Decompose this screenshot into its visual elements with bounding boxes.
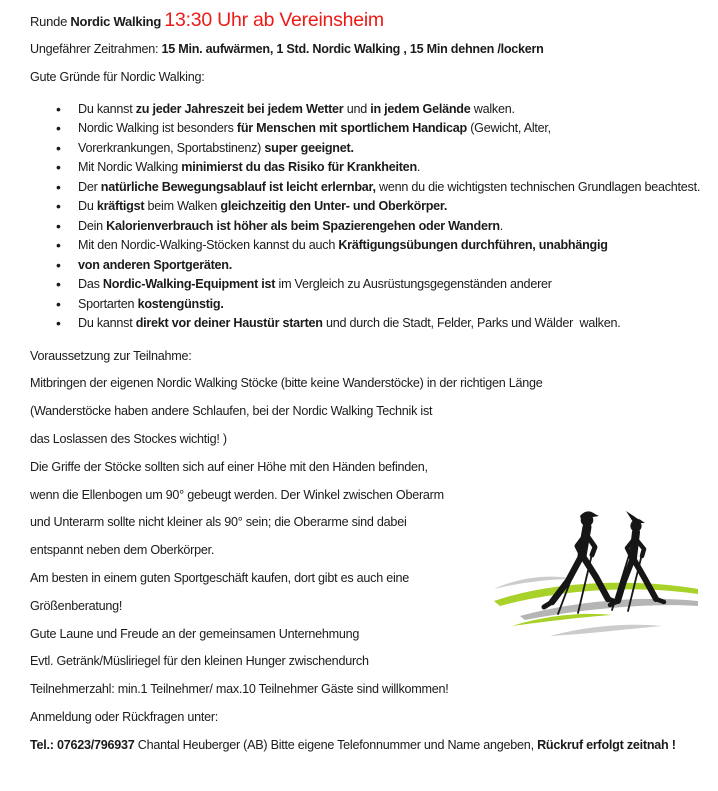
- text-segment: Dein: [78, 218, 107, 233]
- text-segment: Du kannst: [78, 101, 136, 116]
- registration-line: [30, 704, 688, 732]
- text-segment: Runde: [30, 14, 71, 29]
- prerequisite-heading: [30, 343, 688, 371]
- text-segment: für Menschen mit sportlichem Handicap: [236, 121, 467, 136]
- bullet-item: [78, 314, 688, 334]
- text-segment: Ungefährer Zeitrahmen:: [30, 42, 162, 56]
- participants-line: [30, 676, 688, 704]
- text-segment: Mit Nordic Walking: [78, 160, 182, 175]
- text-segment: Kräftigungsübungen durchführen, unabhängig: [338, 238, 608, 253]
- text-segment: Mit den Nordic-Walking-Stöcken kannst du auch: [78, 238, 339, 253]
- text-segment: wenn die Ellenbogen um 90° gebeugt werden. Der Winkel zwischen Oberarm: [30, 487, 444, 502]
- title-line: [30, 6, 688, 36]
- text-segment: (Gewicht, Alter,: [466, 121, 551, 136]
- text-segment: Tel.: 07623/796937: [30, 737, 135, 752]
- text-segment: super geeignet.: [264, 140, 354, 155]
- text-segment: Nordic-Walking-Equipment ist: [102, 277, 276, 292]
- text-segment: beim Walken: [144, 199, 221, 214]
- text-segment: entspannt neben dem Oberkörper.: [30, 543, 215, 558]
- text-segment: Evtl. Getränk/Müsliriegel für den kleinen Hunger zwischendurch: [30, 654, 369, 669]
- text-segment: Du kannst: [78, 316, 136, 331]
- bullet-item: [78, 217, 688, 237]
- swoosh-gray-tail: [550, 625, 662, 636]
- text-segment: und: [343, 101, 371, 116]
- text-segment: .: [499, 218, 504, 233]
- title-highlight-text: 13:30 Uhr ab Vereinsheim: [164, 9, 384, 31]
- text-segment: Nordic Walking: [70, 14, 165, 29]
- text-segment: wenn du die wichtigsten technischen Grundlagen beachtest.: [375, 179, 701, 194]
- text-segment: Größenberatung!: [30, 598, 123, 613]
- bullet-item: [78, 139, 688, 159]
- text-segment: in jedem Gelände: [370, 101, 471, 116]
- snack-line: [30, 648, 688, 676]
- pole-note-2: [30, 426, 688, 454]
- bullet-item: [78, 236, 688, 256]
- text-segment: Der: [78, 179, 101, 194]
- text-segment: Das: [78, 277, 103, 292]
- bullet-item: [78, 178, 701, 198]
- text-segment: Rückruf erfolgt zeitnah !: [537, 737, 676, 752]
- text-segment: Die Griffe der Stöcke sollten sich auf einer Höhe mit den Händen befinden,: [30, 459, 428, 474]
- text-segment: Gute Gründe für Nordic Walking:: [30, 69, 205, 84]
- nordic-walkers-illustration: [492, 497, 702, 647]
- text-segment: das Loslassen des Stockes wichtig! ): [30, 431, 227, 446]
- text-segment: Voraussetzung zur Teilnahme:: [30, 348, 192, 363]
- text-segment: Mitbringen der eigenen Nordic Walking Stöcke (bitte keine Wanderstöcke) in der richtigen Länge: [30, 376, 543, 391]
- text-segment: Anmeldung oder Rückfragen unter:: [30, 709, 219, 724]
- text-segment: Kalorienverbrauch ist höher als beim Spazierengehen oder Wandern: [106, 218, 500, 233]
- reasons-heading: [30, 64, 688, 92]
- text-segment: zu jeder Jahreszeit bei jedem Wetter: [135, 101, 344, 116]
- text-segment: .: [416, 160, 421, 175]
- text-segment: walken.: [470, 101, 515, 116]
- bullet-item: [78, 275, 688, 295]
- reasons-list: [30, 100, 701, 334]
- text-segment: von anderen Sportgeräten.: [78, 257, 233, 272]
- timeframe: [30, 36, 688, 64]
- text-segment: Vorerkrankungen, Sportabstinenz): [78, 140, 265, 155]
- pole-note-1: [30, 398, 688, 426]
- text-segment: Sportarten: [78, 296, 138, 311]
- bullet-item: [78, 119, 688, 139]
- text-segment: und Unterarm sollte nicht kleiner als 90° sein; die Oberarme sind dabei: [30, 515, 407, 530]
- text-segment: gleichzeitig den Unter- und Oberkörper.: [220, 199, 448, 214]
- bullet-item: [78, 197, 688, 217]
- bullet-item: [78, 295, 688, 315]
- contact-line: [30, 732, 688, 760]
- text-segment: Chantal Heuberger (AB) Bitte eigene Telefonnummer und Name angeben,: [134, 737, 538, 752]
- bring-poles: [30, 370, 688, 398]
- text-segment: Du: [78, 199, 97, 214]
- walker-man-silhouette: [544, 511, 616, 614]
- text-segment: natürliche Bewegungsablauf ist leicht erlernbar,: [100, 179, 376, 194]
- grip-advice-1: [30, 454, 688, 482]
- text-segment: Am besten in einem guten Sportgeschäft kaufen, dort gibt es auch eine: [30, 570, 410, 585]
- bullet-item: [78, 256, 688, 276]
- text-segment: direkt vor deiner Haustür starten: [135, 316, 323, 331]
- walker-woman-silhouette: [610, 511, 664, 611]
- text-segment: Teilnehmerzahl: min.1 Teilnehmer/ max.10 Teilnehmer Gäste sind willkommen!: [30, 682, 449, 697]
- text-segment: im Vergleich zu Ausrüstungsgegenständen anderer: [275, 277, 552, 292]
- text-segment: minimierst du das Risiko für Krankheiten: [181, 160, 417, 175]
- bullet-item: [78, 158, 688, 178]
- text-segment: kostengünstig.: [137, 296, 224, 311]
- bullet-item: [78, 100, 688, 120]
- text-segment: Gute Laune und Freude an der gemeinsamen Unternehmung: [30, 626, 360, 641]
- text-segment: (Wanderstöcke haben andere Schlaufen, bei der Nordic Walking Technik ist: [30, 404, 433, 419]
- text-segment: Nordic Walking ist besonders: [78, 121, 237, 136]
- text-segment: kräftigst: [96, 199, 145, 214]
- text-segment: 15 Min. aufwärmen, 1 Std. Nordic Walking , 15 Min dehnen /lockern: [161, 42, 544, 56]
- text-segment: und durch die Stadt, Felder, Parks und Wälder walken.: [322, 316, 621, 331]
